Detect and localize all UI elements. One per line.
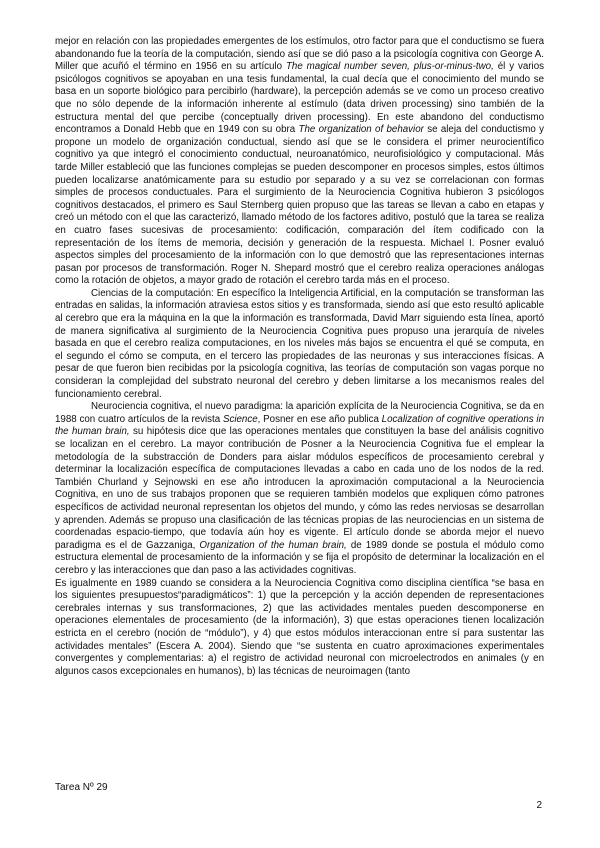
- italic-title: The magical number seven, plus-or-minus-two,: [285, 61, 494, 73]
- italic-title: Localization of cognitive operations in the human brain,: [55, 413, 545, 438]
- italic-title: Organization of the human brain,: [199, 539, 347, 551]
- page-number: 2: [536, 800, 542, 811]
- italic-title: The organization of behavior: [298, 124, 424, 136]
- paragraph-text: Neurociencia cognitiva, el nuevo paradigma: la aparición explícita de la Neurociencia Cognitiva, se da en 1988 con cuatro artículos de la revista: [55, 401, 544, 425]
- paragraph-text: su hipótesis dice que las operaciones mentales que constituyen la base del análisis cognitivo se localizan en el cerebro. La mayor contribución de Posner a la Neurociencia Cognitiva fue el emplear la metodología de la substracción de Donders para aislar módulos específicos de procesamiento cerebral y determinar la localización específica de computaciones llevadas a cabo en cada uno de los nodos de la red. También Churland y Sejnowski en ese año introducen la aproximación computacional a la Neurociencia Cognitiva, en uno de sus trabajos proponen que se requieren también modelos que expliquen cómo patrones específicos de actividad neuronal representan los objetos del mundo, y cómo las redes nerviosas se desarrollan y aprenden. Además se propuso una clasificación de las técnicas propias de las neurociencias en un sistema de coordenadas espacio-tiempo, que todavía aún hoy es vigente. El artículo donde se aborda mejor el nuevo paradigma es el de Gazzaniga,: [55, 426, 544, 551]
- paragraph-text: se aleja del conductismo y propone un modelo de organización conductual, siendo así que se le considera el primer neurocientífico cognitivo ya que integró el conocimiento conductual, neuroanatómico, neurofisiológico y computacional. Más tarde Miller estableció que las funciones complejas se pueden descomponer en procesos simples, estos últimos pueden localizarse anatómicamente para su estudio por separado y a su vez se correlacionan con formas simples de procesos conductuales. Para el surgimiento de la Neurociencia Cognitiva hubieron 3 psicólogos cognitivos destacados, el primero es Saul Sternberg quien propuso que las tareas se llevan a cabo en etapas y creó un método con el que las caracterizó, llamado método de los factores aditivo, postuló que la tarea se realiza en cuatro fases sucesivas de procesamiento: codificación, comparación del ítem codificado con la representación de los ítems de memoria, decisión y generación de la respuesta. Michael I. Posner evaluó aspectos simples del procesamiento de la información con lo que demostró que las representaciones internas pasan por procesos de transformación. Roger N. Shepard mostró que el cerebro realiza operaciones análogas como la rotación de objetos, a mayor grado de rotación el cerebro tarda más en el proceso.: [55, 124, 544, 287]
- paragraph-text: mejor en relación con las propiedades emergentes de los estímulos, otro factor para que el conductismo se fuera abandonando fue la teoría de la computación, siendo así que se dió paso a la psicología cognitiva con George A. Miller que acuñó el término en 1956 en su artículo: [55, 36, 544, 73]
- paragraph: [55, 36, 544, 288]
- paragraph-text: Es igualmente en 1989 cuando se considera a la Neurociencia Cognitiva como disciplina científica “se basa en los siguientes presupuestos“paradigmáticos”: 1) que la percepción y la acción dependen de representaciones cerebrales internas y sus transformaciones, 2) que las actividades mentales pueden descomponerse en operaciones elementales de procesamiento (de la información), 3) que estas operaciones tienen localización estricta en el cerebro (noción de “módulo”), y 4) que estos módulos interaccionan entre sí para sustentar las actividades mentales” (Escera A. 2004). Siendo que “se sustenta en cuatro aproximaciones experimentales convergentes y complementarias: a) el registro de actividad neuronal con microelectrodos en animales (y en algunos casos excepcionales en humanos), b) las técnicas de neuroimagen (tanto: [55, 577, 544, 677]
- paragraph-text: él y varios psicólogos cognitivos se apoyaban en una tesis fundamental, la cual decía que el conocimiento del mundo se basa en un soporte biológico para percibirlo (hardware), la percepción además se ve como un proceso creativo que no sólo depende de la información inherente al estímulo (data driven processing) sino también de la estructura mental del que percibe (conceptually driven processing). En este abandono del conductismo encontramos a Donald Hebb que en 1949 con su obra: [55, 61, 544, 136]
- paragraph-text: Ciencias de la computación: En específico la Inteligencia Artificial, en la computación se transforman las entradas en salidas, la información atraviesa estos sitios y es transformada, siendo así que esto resultó aplicable al cerebro que era la máquina en la que la información es transformada, David Marr siguiendo esta línea, aportó de manera significativa al surgimiento de la Neurociencia Cognitiva pues propuso una jerarquía de niveles basada en que el cerebro realiza computaciones, en los niveles más bajos se encuentra el qué se computa, en el segundo el cómo se computa, en el tercero las propiedades de las neuronas y sus interacciones físicas. A pesar de que fueron bien recibidas por la psicología cognitiva, las teorías de computación son vagas porque no consideran la complejidad del substrato neuronal del cerebro y deben limitarse a los mecanismos reales del funcionamiento cerebral.: [55, 287, 544, 400]
- paragraph-text: de 1989 donde se postula el módulo como estructura elemental de procesamiento de la información y se fija el propósito de determinar la localización en el cerebro y las interacciones que dan paso a las actividades cognitivas.: [55, 539, 544, 576]
- paragraph: [55, 288, 544, 401]
- paragraph: [55, 578, 544, 679]
- document-body: [55, 36, 544, 678]
- italic-title: Science: [222, 413, 258, 425]
- footer-label: Tarea Nº 29: [55, 782, 108, 793]
- paragraph: [55, 401, 544, 577]
- paragraph-text: , Posner en ese año publica: [257, 413, 382, 425]
